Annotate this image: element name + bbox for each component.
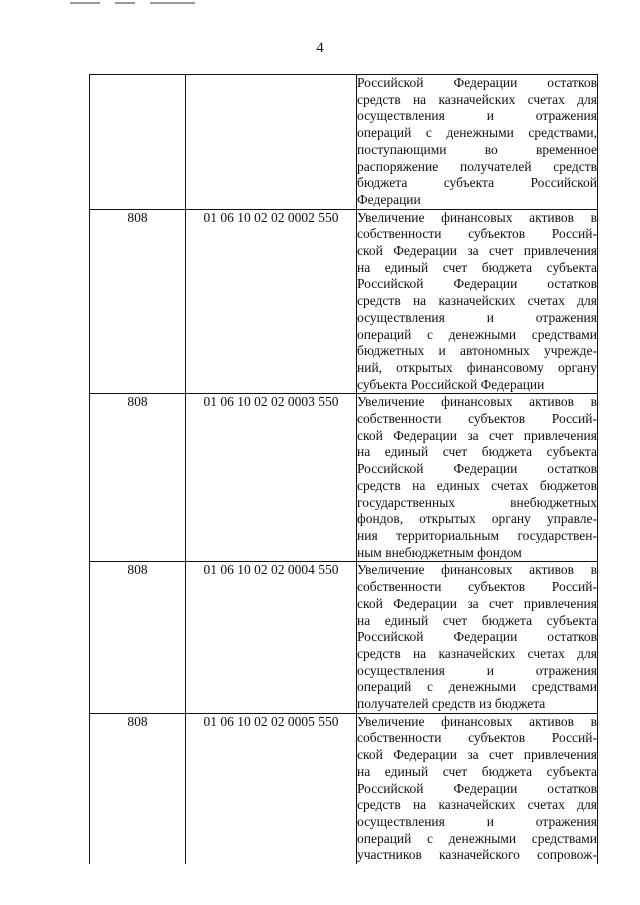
budget-code-cell bbox=[186, 75, 357, 210]
name-line: на единый счет бюджета субъекта bbox=[357, 612, 597, 628]
name-line: осуществления и отражения bbox=[357, 309, 597, 325]
table-row bbox=[90, 75, 598, 210]
budget-code-cell: 01 06 10 02 02 0003 550 bbox=[186, 394, 357, 562]
admin-code-cell: 808 bbox=[90, 209, 186, 394]
name-line: фондов, открытых органу управле- bbox=[357, 511, 597, 527]
name-cell bbox=[357, 75, 598, 210]
name-line: Федерации bbox=[357, 191, 421, 207]
budget-classification-table bbox=[89, 74, 598, 864]
name-line: операций с денежными средствами bbox=[357, 830, 597, 846]
name-line: осуществления и отражения bbox=[357, 662, 597, 678]
name-line: ской Федерации за счет привлечения bbox=[357, 595, 597, 611]
name-line: средств на единых счетах бюджетов bbox=[357, 477, 597, 493]
table-row bbox=[90, 562, 598, 713]
name-line: ской Федерации за счет привлечения bbox=[357, 747, 597, 763]
name-line: средств на казначейских счетах для bbox=[357, 645, 597, 661]
name-line: собственности субъектов Россий- bbox=[357, 411, 597, 427]
name-line: Российской Федерации остатков bbox=[357, 276, 597, 292]
name-line: ской Федерации за счет привлечения bbox=[357, 427, 597, 443]
budget-code-cell: 01 06 10 02 02 0002 550 bbox=[186, 209, 357, 394]
name-line: Российской Федерации остатков bbox=[357, 75, 597, 90]
name-line: распоряжение получателей средств bbox=[357, 158, 597, 174]
name-line: поступающими во временное bbox=[357, 141, 597, 157]
name-line: бюджетных и автономных учрежде- bbox=[357, 343, 597, 359]
name-cell bbox=[357, 209, 598, 394]
page-number: 4 bbox=[316, 40, 324, 56]
name-line: субъекта Российской Федерации bbox=[357, 376, 545, 392]
admin-code-cell: 808 bbox=[90, 713, 186, 864]
admin-code-cell: 808 bbox=[90, 562, 186, 713]
name-cell bbox=[357, 713, 598, 864]
table-row bbox=[90, 713, 598, 864]
name-line: Российской Федерации остатков bbox=[357, 780, 597, 796]
name-line: собственности субъектов Россий- bbox=[357, 730, 597, 746]
name-line: Увеличение финансовых активов в bbox=[357, 394, 597, 410]
name-line: осуществления и отражения bbox=[357, 813, 597, 829]
name-line: средств на казначейских счетах для bbox=[357, 91, 597, 107]
name-line: Увеличение финансовых активов в bbox=[357, 562, 597, 578]
name-cell bbox=[357, 562, 598, 713]
name-line: осуществления и отражения bbox=[357, 108, 597, 124]
name-line: участников казначейского сопровож- bbox=[357, 847, 597, 863]
admin-code-cell: 808 bbox=[90, 394, 186, 562]
name-line: государственных внебюджетных bbox=[357, 494, 597, 510]
name-line: ний, открытых финансовому органу bbox=[357, 359, 597, 375]
name-line: Увеличение финансовых активов в bbox=[357, 209, 597, 225]
name-line: Увеличение финансовых активов в bbox=[357, 713, 597, 729]
table-row bbox=[90, 209, 598, 394]
name-line: средств на казначейских счетах для bbox=[357, 797, 597, 813]
name-line: бюджета субъекта Российской bbox=[357, 175, 597, 191]
top-scan-marks bbox=[70, 2, 200, 5]
name-line: на единый счет бюджета субъекта bbox=[357, 763, 597, 779]
name-cell bbox=[357, 394, 598, 562]
name-line: получателей средств из бюджета bbox=[357, 696, 546, 712]
name-line: собственности субъектов Россий- bbox=[357, 226, 597, 242]
admin-code-cell bbox=[90, 75, 186, 210]
name-line: операций с денежными средствами bbox=[357, 679, 597, 695]
name-line: операций с денежными средствами, bbox=[357, 125, 597, 141]
budget-code-cell: 01 06 10 02 02 0004 550 bbox=[186, 562, 357, 713]
name-line: операций с денежными средствами bbox=[357, 326, 597, 342]
name-line: ния территориальным государствен- bbox=[357, 527, 597, 543]
name-line: собственности субъектов Россий- bbox=[357, 579, 597, 595]
name-line: ным внебюджетным фондом bbox=[357, 544, 522, 560]
name-line: на единый счет бюджета субъекта bbox=[357, 259, 597, 275]
name-line: Российской Федерации остатков bbox=[357, 629, 597, 645]
budget-code-cell: 01 06 10 02 02 0005 550 bbox=[186, 713, 357, 864]
name-line: Российской Федерации остатков bbox=[357, 461, 597, 477]
name-line: ской Федерации за счет привлечения bbox=[357, 243, 597, 259]
name-line: средств на казначейских счетах для bbox=[357, 293, 597, 309]
table-row bbox=[90, 394, 598, 562]
name-line: на единый счет бюджета субъекта bbox=[357, 444, 597, 460]
